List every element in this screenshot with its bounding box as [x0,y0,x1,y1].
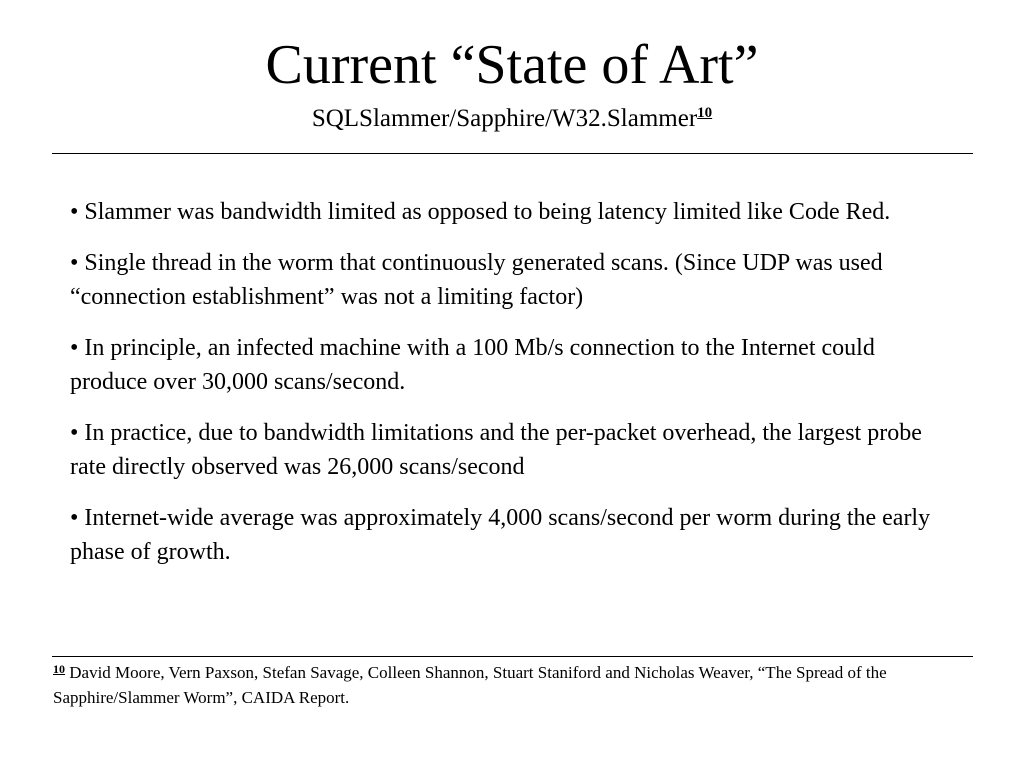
bullet-item: • In principle, an infected machine with a 100 Mb/s connection to the Internet could produce over 30,000 scans/second. [70,335,875,395]
footnote [53,660,933,710]
footnote-divider [52,656,973,657]
slide-title: Current “State of Art” [265,34,759,96]
subtitle-text: SQLSlammer/Sapphire/W32.Slammer [311,105,698,132]
bullet-item: • Slammer was bandwidth limited as opposed to being latency limited like Code Red. [70,199,891,225]
top-divider [52,153,973,154]
footnote-ref: 10 [53,662,65,676]
bullet-list [70,195,940,586]
bullet-item: • Internet-wide average was approximately 4,000 scans/second per worm during the early phase of growth. [70,505,931,565]
bullet-item: • Single thread in the worm that continuously generated scans. (Since UDP was used “connection establishment” was not a limiting factor) [70,250,883,310]
subtitle-footnote-ref: 10 [697,105,713,121]
footnote-text: David Moore, Vern Paxson, Stefan Savage, Colleen Shannon, Stuart Staniford and Nicholas Weaver, “The Spread of the Sapphire/Slammer Worm”, CAIDA Report. [53,663,887,707]
bullet-item: • In practice, due to bandwidth limitations and the per-packet overhead, the largest probe rate directly observed was 26,000 scans/second [70,420,922,480]
slide-subtitle [0,103,1024,135]
